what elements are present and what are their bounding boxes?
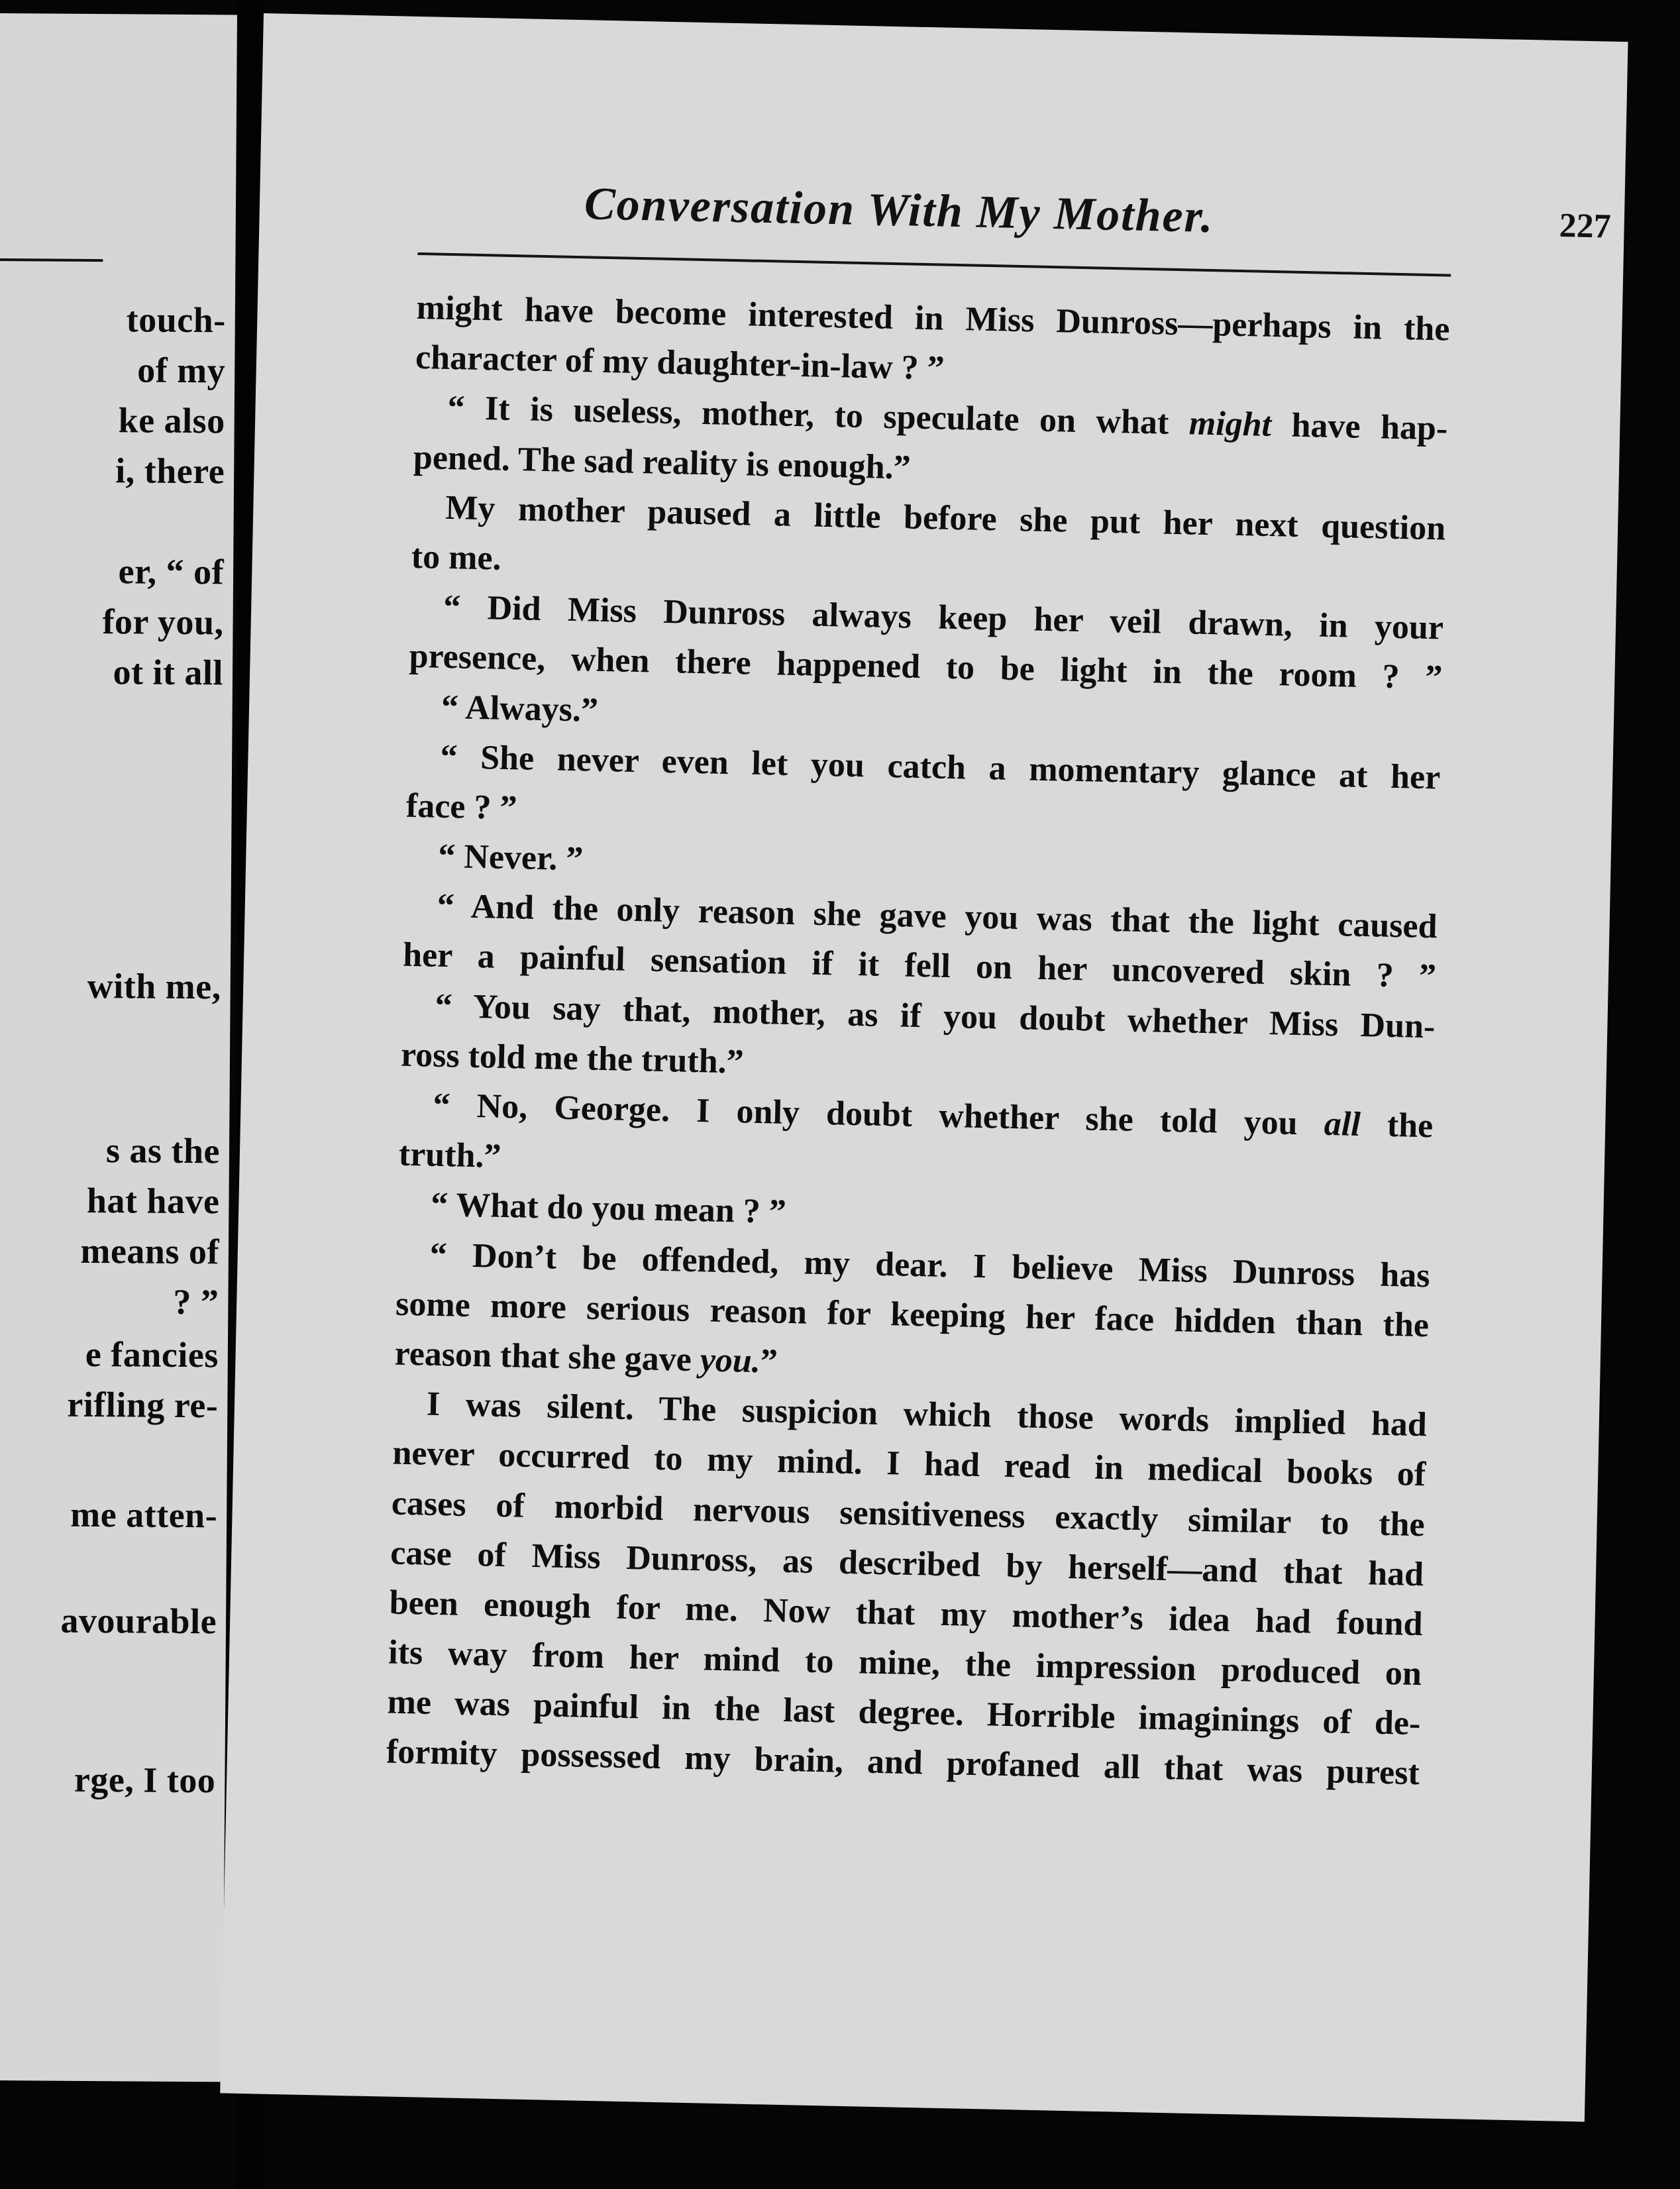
text-line: “ What do you mean ? ”: [430, 1186, 787, 1232]
italic-word: you.: [700, 1341, 761, 1381]
text-line: “ Never. ”: [437, 837, 584, 879]
text-line: “ And the only reason she gave you was that the light caused: [437, 887, 1438, 946]
text-line: My mother paused a little before she put her next question: [445, 488, 1446, 548]
left-line: er, “ of: [118, 551, 225, 592]
text-line: some more serious reason for keeping her face hidden than the: [395, 1285, 1430, 1345]
text-line: never occurred to my mind. I had read in medical books of: [392, 1434, 1426, 1494]
running-title: Conversation With My Mother.: [584, 178, 1215, 243]
left-line: i, there: [115, 451, 225, 492]
text-line: truth.”: [398, 1135, 502, 1176]
text-segment: the: [1360, 1106, 1434, 1146]
text-line: “ Did Miss Dunross always keep her veil drawn, in your: [443, 588, 1444, 647]
italic-word: all: [1324, 1104, 1361, 1144]
left-line: of my: [137, 350, 226, 391]
text-line: I was silent. The suspicion which those words implied had: [426, 1385, 1428, 1444]
right-page: [220, 13, 1628, 2121]
left-line: ot it all: [113, 652, 224, 693]
left-line: rifling re-: [67, 1384, 219, 1426]
left-line: touch-: [126, 299, 226, 341]
text-line: ross told me the truth.”: [400, 1036, 745, 1081]
text-line: me was painful in the last degree. Horrible imaginings of de-: [387, 1683, 1421, 1743]
left-line: for you,: [102, 602, 224, 643]
text-segment: “ No, George. I only doubt whether she told you: [432, 1086, 1325, 1143]
left-line: rge, I too: [74, 1759, 216, 1801]
text-segment: “ It is useless, mother, to speculate on what: [446, 389, 1190, 443]
page-number: 227: [1559, 207, 1612, 246]
text-segment: ”: [760, 1342, 778, 1381]
left-line: ke also: [118, 400, 225, 441]
text-line: “ She never even let you catch a momentary glance at her: [439, 737, 1441, 797]
left-line: avourable: [60, 1600, 217, 1642]
left-page-fragment: [0, 13, 237, 2082]
text-line: pened. The sad reality is enough.”: [413, 438, 912, 487]
text-line: its way from her mind to mine, the impression produced on: [388, 1633, 1422, 1693]
text-line: cases of morbid nervous sensitiveness exactly similar to the: [391, 1484, 1426, 1544]
text-line: formity possessed my brain, and profaned all that was purest: [386, 1733, 1420, 1793]
left-line: e fancies: [85, 1334, 219, 1375]
italic-word: might: [1188, 404, 1272, 445]
left-line: s as the: [105, 1130, 221, 1171]
text-line: might have become interested in Miss Dunross—perhaps in the: [416, 288, 1450, 348]
left-line: with me,: [87, 965, 221, 1007]
text-line: character of my daughter-in-law ? ”: [415, 339, 945, 388]
text-line: been enough for me. Now that my mother’s idea had found: [389, 1583, 1424, 1644]
text-line: “ Don’t be offended, my dear. I believe Miss Dunross has: [429, 1236, 1431, 1295]
left-line: ? ”: [173, 1281, 219, 1322]
left-line: hat have: [86, 1180, 220, 1222]
text-line: face ? ”: [405, 786, 518, 828]
text-line: “ Always.”: [441, 688, 599, 729]
text-segment: have hap-: [1271, 406, 1448, 448]
text-line: case of Miss Dunross, as described by herself—and that had: [390, 1534, 1424, 1593]
body-text: [386, 283, 1450, 1799]
text-line: to me.: [411, 537, 502, 578]
text-line: presence, when there happened to be light in the room ? ”: [409, 637, 1443, 697]
text-line: her a painful sensation if it fell on her uncovered skin ? ”: [402, 936, 1437, 996]
left-header-rule: [0, 258, 103, 262]
page-header: [418, 174, 1612, 266]
left-line: me atten-: [70, 1494, 218, 1536]
text-line: “ You say that, mother, as if you doubt whether Miss Dun-: [435, 987, 1436, 1045]
left-line: means of: [80, 1230, 220, 1272]
text-segment: reason that she gave: [394, 1334, 701, 1379]
